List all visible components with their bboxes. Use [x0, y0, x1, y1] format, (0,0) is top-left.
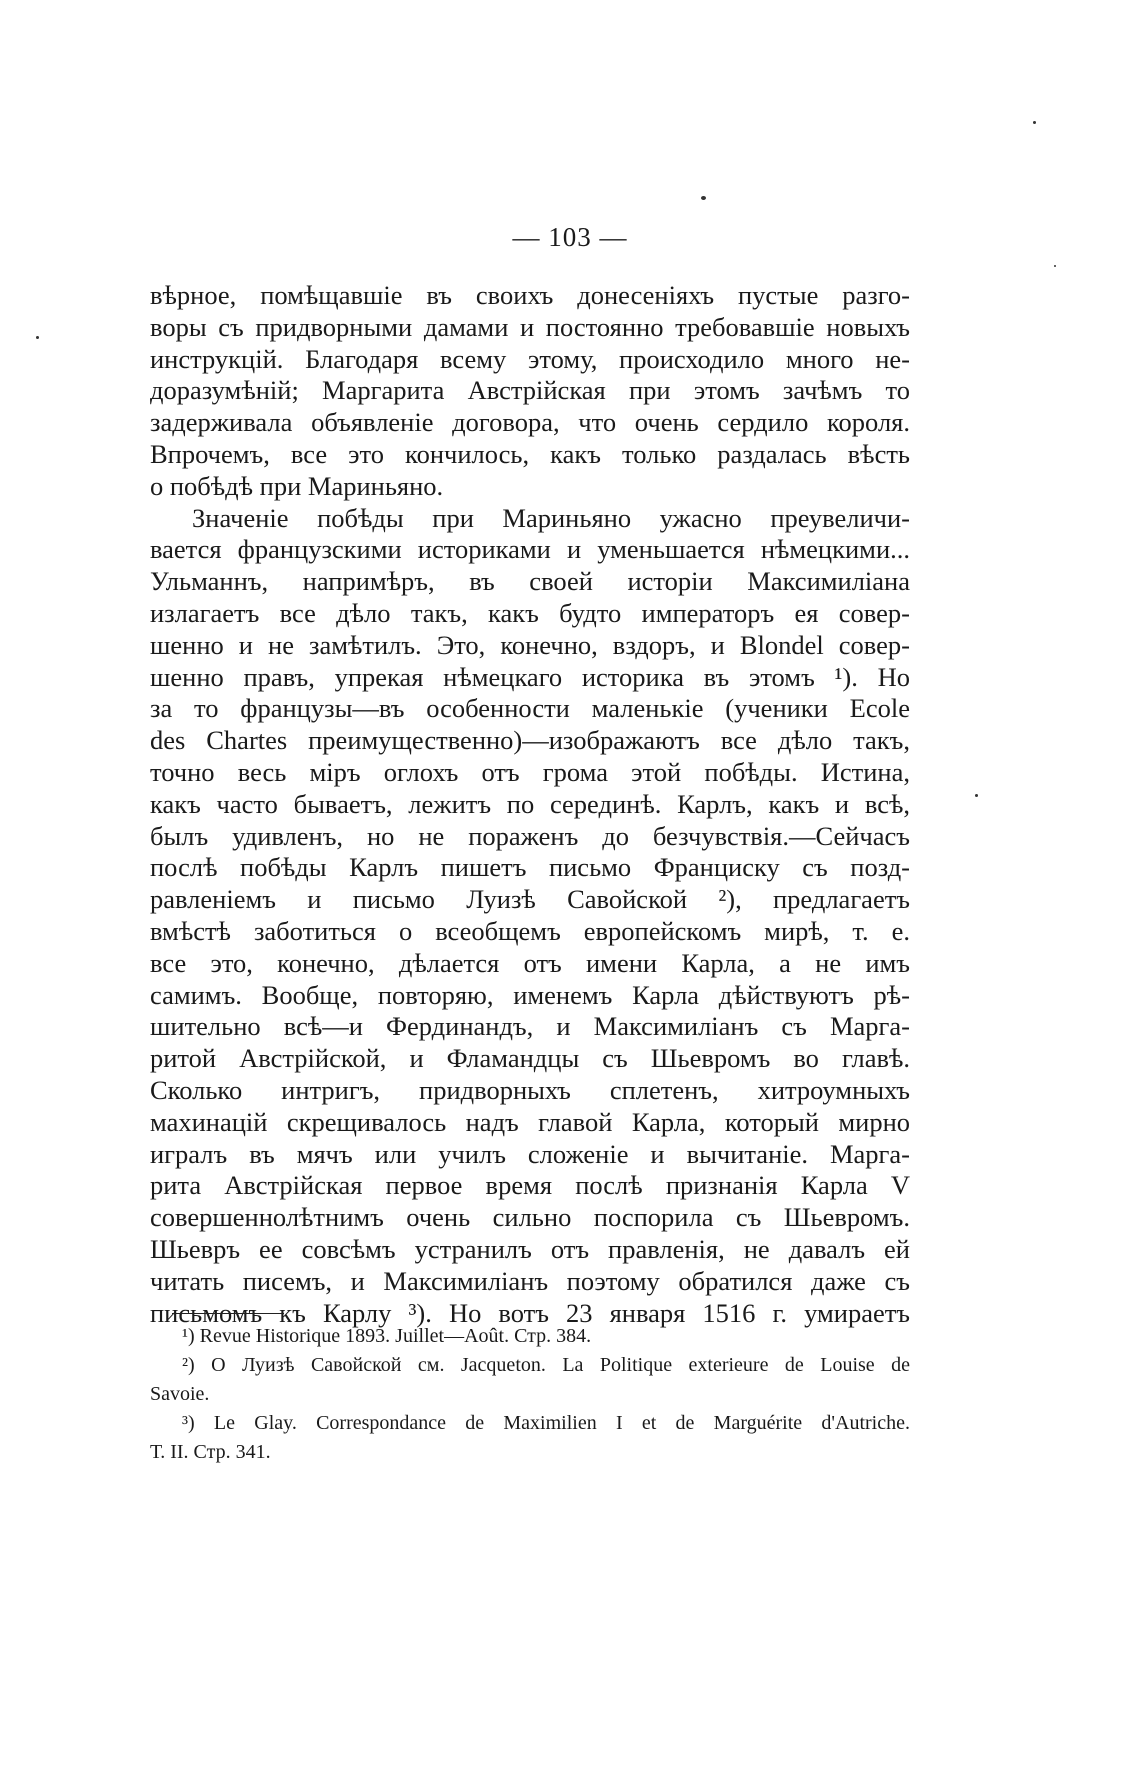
text-line: ритой Австрійской, и Фламандцы съ Шьевромъ во главѣ. [150, 1043, 910, 1074]
text-line: Шьевръ ее совсѣмъ устранилъ отъ правленія, не давалъ ей [150, 1233, 910, 1264]
page-number: — 103 — [512, 222, 628, 252]
text-line: рита Австрійская первое время послѣ признанія Карла V [150, 1170, 910, 1201]
scan-speck [36, 336, 39, 339]
text-line: равленіемъ и письмо Луизѣ Савойской ²), предлагаетъ [150, 884, 910, 915]
main-text [150, 280, 910, 1329]
text-line: послѣ побѣды Карлъ пишетъ письмо Франциску съ позд- [150, 852, 910, 883]
footnote-3: ³) Le Glay. Correspondance de Maximilien I et de Marguérite d'Autriche. [182, 1412, 910, 1434]
footnotes [150, 1322, 910, 1467]
text-line: былъ удивленъ, но не пораженъ до безчувствія.—Сейчасъ [150, 820, 910, 851]
text-line: излагаетъ все дѣло такъ, какъ будто императоръ ея совер- [150, 597, 910, 628]
footnote-2: ²) О Луизѣ Савойской см. Jacqueton. La Politique exterieure de Louise de [182, 1354, 910, 1376]
text-line: Сколько интригъ, придворныхъ сплетенъ, хитроумныхъ [150, 1074, 910, 1105]
text-line: шенно правъ, упрекая нѣмецкаго историка въ этомъ ¹). Но [150, 661, 910, 692]
footnote-separator [172, 1313, 284, 1314]
text-line: Ульманнъ, напримѣръ, въ своей исторіи Максимиліана [150, 566, 910, 597]
text-line: шенно и не замѣтилъ. Это, конечно, вздоръ, и Blondel совер- [150, 629, 910, 660]
text-line: воры съ придворными дамами и постоянно требовавшіе новыхъ [150, 311, 910, 342]
text-line: читать писемъ, и Максимиліанъ поэтому обратился даже съ [150, 1265, 910, 1296]
text-line: доразумѣній; Маргарита Австрійская при этомъ зачѣмъ то [150, 375, 910, 406]
text-line: Впрочемъ, все это кончилось, какъ только раздалась вѣсть [150, 438, 910, 469]
footnote-2-continued: Savoie. [150, 1383, 210, 1405]
text-line: письмомъ къ Карлу ³). Но вотъ 23 января 1516 г. умираетъ [150, 1297, 910, 1328]
footnote-1: ¹) Revue Historique 1893. Juillet—Août. Стр. 384. [182, 1325, 592, 1347]
scan-speck [975, 794, 978, 797]
text-line: вается французскими историками и уменьшается нѣмецкими... [150, 534, 910, 565]
text-line: самимъ. Вообще, повторяю, именемъ Карла дѣйствуютъ рѣ- [150, 979, 910, 1010]
text-line: игралъ въ мячъ или училъ сложеніе и вычитаніе. Марга- [150, 1138, 910, 1169]
text-line: за то французы—въ особенности маленькіе (ученики Ecole [150, 693, 910, 724]
scan-speck [1033, 121, 1036, 124]
text-line: о побѣдѣ при Мариньяно. [150, 470, 444, 501]
footnote-3-continued: Т. II. Стр. 341. [150, 1441, 271, 1463]
text-line: совершеннолѣтнимъ очень сильно поспорила съ Шьевромъ. [150, 1202, 910, 1233]
paragraph-start-line: Значеніе побѣды при Мариньяно ужасно преувеличи- [192, 502, 910, 533]
text-line: точно весь міръ оглохъ отъ грома этой побѣды. Истина, [150, 756, 910, 787]
text-line: des Chartes преимущественно)—изображаютъ все дѣло такъ, [150, 725, 910, 756]
text-line: шительно всѣ—и Фердинандъ, и Максимиліанъ съ Марга- [150, 1011, 910, 1042]
text-line: вѣрное, помѣщавшіе въ своихъ донесеніяхъ пустые разго- [150, 280, 910, 310]
scan-speck [701, 196, 706, 200]
text-line: вмѣстѣ заботиться о всеобщемъ европейскомъ мирѣ, т. е. [150, 915, 910, 946]
text-line: какъ часто бываетъ, лежитъ по серединѣ. Карлъ, какъ и всѣ, [150, 788, 910, 819]
text-line: задерживала объявленіе договора, что очень сердило короля. [150, 407, 910, 438]
text-line: махинацій скрещивалось надъ главой Карла, который мирно [150, 1106, 910, 1137]
text-line: инструкцій. Благодаря всему этому, происходило много не- [150, 343, 910, 374]
text-line: все это, конечно, дѣлается отъ имени Карла, а не имъ [150, 947, 910, 978]
scan-speck [1054, 265, 1056, 267]
